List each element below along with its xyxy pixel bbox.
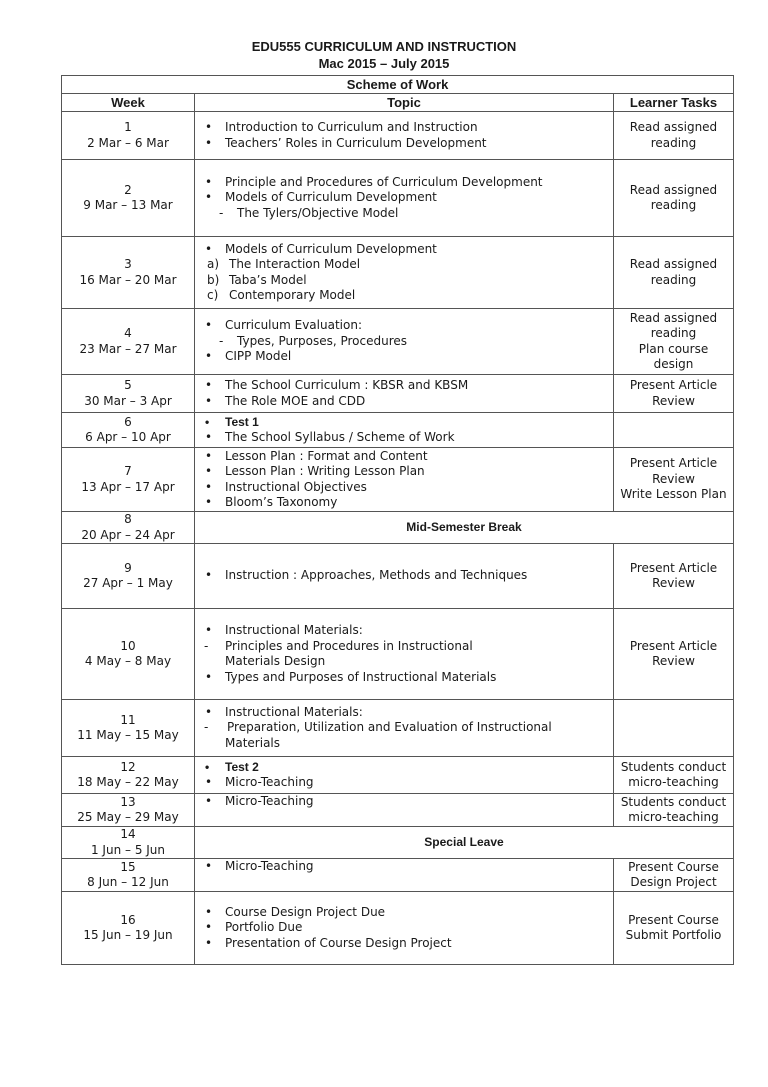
task-line: Students conduct: [620, 759, 727, 774]
week-dates: 25 May – 29 May: [77, 810, 179, 824]
table-row: [62, 609, 734, 700]
topic-item-continuation: Materials Design: [225, 654, 326, 668]
topic-item: • Micro-Teaching: [201, 775, 609, 791]
topic-dash-item: [201, 720, 609, 736]
task-line: reading: [650, 326, 697, 340]
topic-item: • Instructional Materials:: [201, 705, 609, 721]
week-number: 3: [124, 257, 132, 271]
week-dates: 1 Jun – 5 Jun: [90, 842, 166, 857]
item-letter: b): [207, 272, 220, 287]
topic-cell: [195, 309, 614, 375]
task-line: design: [653, 357, 694, 371]
topic-lettered-item: [201, 257, 609, 273]
tasks-cell: [614, 544, 734, 609]
week-number: 4: [124, 326, 132, 340]
task-line: Present Article: [629, 378, 718, 392]
table-row: [62, 413, 734, 448]
week-number: 11: [120, 712, 136, 727]
table-row: [62, 794, 734, 827]
scheme-of-work-table: [61, 75, 734, 965]
document-period: Mac 2015 – July 2015: [318, 56, 450, 71]
week-dates: 30 Mar – 3 Apr: [84, 393, 172, 408]
topic-item: • Portfolio Due: [201, 920, 609, 936]
topic-cell: [195, 859, 614, 892]
week-cell: [62, 512, 195, 544]
item-text: Taba’s Model: [229, 272, 307, 287]
topic-item: • Curriculum Evaluation:: [201, 318, 609, 334]
topic-item: • Micro-Teaching: [201, 859, 609, 875]
tasks-cell: [614, 859, 734, 892]
task-line: Write Lesson Plan: [620, 487, 727, 502]
item-letter: a): [207, 257, 220, 271]
week-cell: [62, 609, 195, 700]
header-topic: Topic: [195, 94, 614, 112]
task-line: reading: [650, 135, 697, 150]
item-text: The Interaction Model: [229, 257, 361, 271]
topic-item: • Instruction : Approaches, Methods and Techniques: [201, 568, 609, 584]
week-cell: [62, 859, 195, 892]
week-cell: [62, 112, 195, 160]
week-dates: 18 May – 22 May: [77, 775, 179, 789]
topic-cell: [195, 757, 614, 794]
week-number: 2: [124, 182, 132, 197]
table-row: [62, 757, 734, 794]
topic-item: • Models of Curriculum Development: [201, 242, 609, 258]
topic-item: • Lesson Plan : Format and Content: [201, 449, 609, 465]
week-cell: [62, 700, 195, 757]
week-dates: 8 Jun – 12 Jun: [87, 875, 169, 889]
task-line: micro-teaching: [628, 775, 719, 789]
break-cell: Mid-Semester Break: [195, 512, 734, 544]
week-dates: 13 Apr – 17 Apr: [81, 479, 175, 494]
header-week: Week: [62, 94, 195, 112]
week-cell: [62, 375, 195, 413]
topic-cell: [195, 160, 614, 237]
document-title: EDU555 CURRICULUM AND INSTRUCTION: [251, 39, 517, 54]
topic-cell: [195, 700, 614, 757]
task-line: reading: [650, 272, 697, 287]
week-dates: 11 May – 15 May: [77, 728, 179, 742]
tasks-cell: [614, 794, 734, 827]
topic-cell: [195, 794, 614, 827]
week-dates: 20 Apr – 24 Apr: [81, 527, 175, 542]
table-row: [62, 892, 734, 965]
topic-cell: [195, 237, 614, 309]
item-text: Contemporary Model: [229, 288, 356, 302]
week-dates: 15 Jun – 19 Jun: [83, 928, 173, 942]
table-row: [62, 237, 734, 309]
task-line: micro-teaching: [628, 810, 719, 824]
tasks-cell-empty: [614, 413, 734, 448]
topic-item: • The Role MOE and CDD: [201, 394, 609, 410]
topic-item: • Types and Purposes of Instructional Materials: [201, 670, 609, 686]
topic-item: • Principle and Procedures of Curriculum Development: [201, 175, 609, 191]
topic-cell: [195, 892, 614, 965]
week-dates: 6 Apr – 10 Apr: [85, 430, 171, 444]
week-cell: [62, 794, 195, 827]
topic-cell: [195, 375, 614, 413]
topic-item: • The School Curriculum : KBSR and KBSM: [201, 378, 609, 394]
item-letter: c): [207, 288, 219, 302]
task-line: Plan course: [638, 341, 709, 356]
week-number: 7: [124, 464, 132, 478]
week-number: 1: [124, 120, 132, 134]
task-line: Read assigned: [629, 120, 718, 134]
topic-item-continuation: Materials: [225, 735, 281, 750]
table-row: [62, 309, 734, 375]
table-caption: Scheme of Work: [62, 76, 734, 94]
topic-cell: [195, 448, 614, 512]
tasks-cell: [614, 892, 734, 965]
table-header-row: [62, 94, 734, 112]
header-tasks: Learner Tasks: [614, 94, 734, 112]
tasks-cell: [614, 609, 734, 700]
task-line: Review: [652, 393, 695, 408]
topic-item: • The School Syllabus / Scheme of Work: [201, 430, 609, 446]
week-number: 9: [124, 560, 132, 575]
task-line: Present Course: [628, 859, 719, 874]
week-cell: [62, 827, 195, 859]
table-row: [62, 700, 734, 757]
week-number: 16: [120, 912, 136, 927]
table-row: [62, 827, 734, 859]
tasks-cell: [614, 757, 734, 794]
task-line: Design Project: [630, 875, 717, 889]
tasks-cell: [614, 112, 734, 160]
table-row: [62, 544, 734, 609]
week-cell: [62, 237, 195, 309]
week-cell: [62, 413, 195, 448]
week-number: 6: [124, 414, 132, 429]
week-number: 12: [120, 759, 136, 774]
task-line: Present Article: [629, 456, 718, 471]
week-dates: 9 Mar – 13 Mar: [83, 198, 173, 212]
tasks-cell: [614, 448, 734, 512]
task-line: Present Article: [629, 560, 718, 575]
task-line: Read assigned: [629, 257, 718, 271]
topic-lettered-item: [201, 288, 609, 304]
task-line: Review: [652, 576, 695, 590]
task-line: Submit Portfolio: [625, 928, 722, 942]
table-caption-row: [62, 76, 734, 94]
task-line: Review: [652, 471, 695, 486]
topic-item: • Instructional Materials:: [201, 623, 609, 639]
break-cell: Special Leave: [195, 827, 734, 859]
week-dates: 27 Apr – 1 May: [83, 576, 173, 590]
week-cell: [62, 757, 195, 794]
week-cell: [62, 448, 195, 512]
week-cell: [62, 544, 195, 609]
tasks-cell: [614, 375, 734, 413]
week-dates: 4 May – 8 May: [84, 654, 172, 668]
topic-cell: [195, 544, 614, 609]
topic-dash-item: - Principles and Procedures in Instructional: [201, 639, 609, 655]
task-line: Read assigned: [629, 182, 718, 197]
topic-item: • Introduction to Curriculum and Instruction: [201, 120, 609, 136]
task-line: Present Article: [629, 638, 718, 653]
topic-cell: [195, 609, 614, 700]
week-number: 8: [124, 512, 132, 526]
week-number: 14: [120, 827, 136, 841]
week-cell: [62, 160, 195, 237]
week-number: 13: [120, 794, 136, 809]
topic-cell: [195, 112, 614, 160]
week-cell: [62, 309, 195, 375]
topic-item: • Presentation of Course Design Project: [201, 936, 609, 952]
topic-dash-text: Preparation, Utilization and Evaluation of Instructional: [227, 720, 552, 735]
topic-item: • Course Design Project Due: [201, 905, 609, 921]
task-line: Present Course: [628, 912, 719, 927]
task-line: reading: [650, 198, 697, 212]
task-line: Read assigned: [629, 310, 718, 325]
topic-item: • Micro-Teaching: [201, 794, 609, 810]
week-dates: 2 Mar – 6 Mar: [87, 135, 169, 150]
table-row: [62, 448, 734, 512]
topic-subitem: - Types, Purposes, Procedures: [201, 334, 609, 350]
week-number: 10: [120, 638, 136, 653]
topic-item: • CIPP Model: [201, 349, 609, 365]
topic-item: • Models of Curriculum Development: [201, 190, 609, 206]
tasks-cell: [614, 237, 734, 309]
table-row: [62, 160, 734, 237]
topic-item-test: • Test 2: [201, 760, 609, 776]
task-line: Students conduct: [620, 794, 727, 809]
table-row: [62, 375, 734, 413]
topic-lettered-item: [201, 273, 609, 289]
tasks-cell: [614, 160, 734, 237]
week-number: 5: [124, 378, 132, 392]
topic-item: • Bloom’s Taxonomy: [201, 495, 609, 511]
topic-item-test: • Test 1: [201, 415, 609, 431]
topic-cell: [195, 413, 614, 448]
table-row: [62, 859, 734, 892]
table-row: [62, 512, 734, 544]
topic-item: • Instructional Objectives: [201, 480, 609, 496]
week-cell: [62, 892, 195, 965]
table-row: [62, 112, 734, 160]
week-dates: 16 Mar – 20 Mar: [79, 272, 177, 287]
week-number: 15: [120, 859, 136, 874]
week-dates: 23 Mar – 27 Mar: [79, 341, 177, 356]
topic-item: • Lesson Plan : Writing Lesson Plan: [201, 464, 609, 480]
task-line: Review: [652, 654, 695, 668]
tasks-cell-empty: [614, 700, 734, 757]
topic-subitem: - The Tylers/Objective Model: [201, 206, 609, 222]
tasks-cell: [614, 309, 734, 375]
topic-item: • Teachers’ Roles in Curriculum Development: [201, 136, 609, 152]
